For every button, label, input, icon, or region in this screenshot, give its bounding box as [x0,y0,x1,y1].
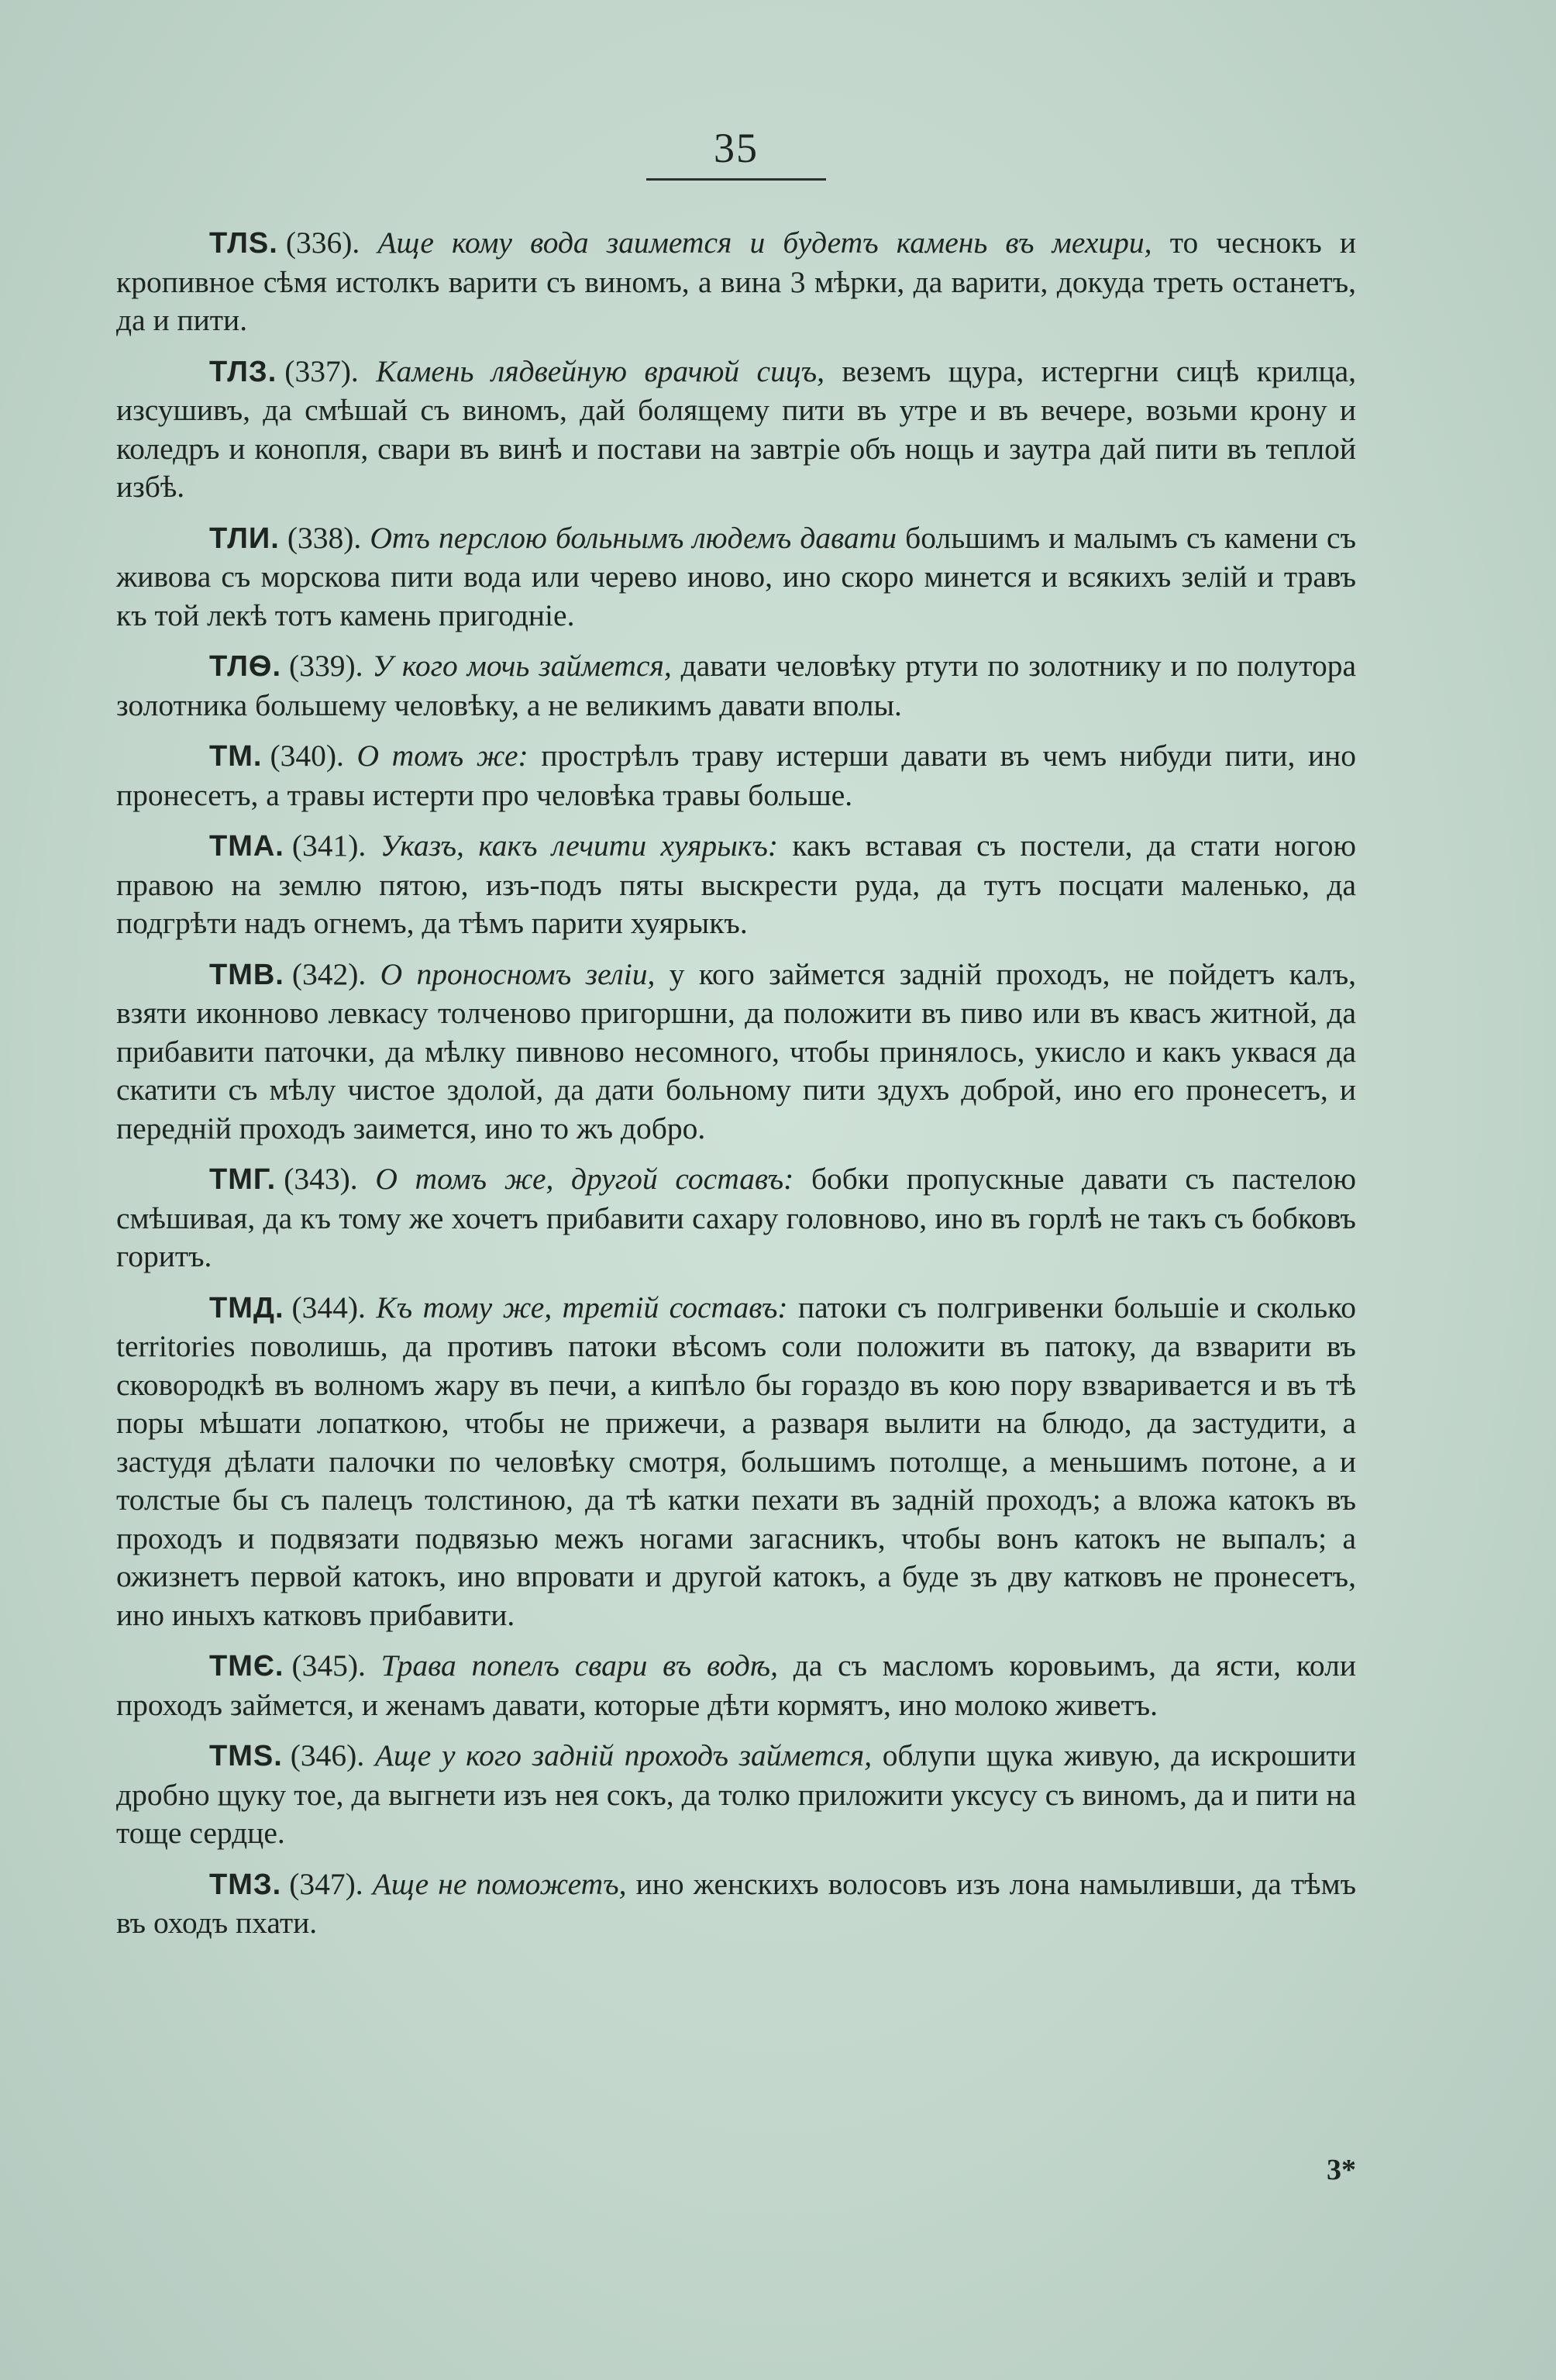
entry-paren-number: (342). [291,956,367,991]
entry-body: какъ вставая съ постели, да стати ногою правою на землю пятою, изъ-подъ пяты выскрести руда, да тутъ посцати маленько, да подгрѣти надъ огнемъ, да тѣмъ парити хуярыкъ. [116,828,1356,940]
page-number: 35 [714,125,759,171]
entry [116,1647,1356,1724]
entry-number: ТМЗ. [209,1868,282,1901]
entry-body: у кого займется задній проходъ, не пойдетъ калъ, взяти иконново левкасу толченово пригоршни, да положити въ пиво или въ квасъ житной, да прибавити паточки, да мѣлку пивново несомного, чтобы принялось, укисло и какъ уквася да скатити съ мѣлу чистое здолой, да дати больному пити здухъ доброй, ино его пронесетъ, и передній проходъ заимется, ино то жъ добро. [116,956,1357,1145]
signature-mark: 3* [1327,2154,1356,2186]
entries-list [116,224,1356,1943]
entry [116,1737,1356,1853]
entry-body: давати человѣку ртути по золотнику и по полутора золотника большему человѣку, а не великимъ давати вполы. [116,649,1357,722]
entry-title: О томъ же: [356,739,528,773]
entry-number: ТМД. [209,1291,284,1324]
entry-title: Указъ, какъ лечити хуярыкъ: [380,828,778,863]
entry-title: Трава попелъ свари въ водѣ, [380,1648,779,1683]
entry-paren-number: (336). [285,226,360,260]
entry-title: О проносномъ зеліи, [380,956,656,991]
entry-paren-number: (341). [291,828,367,863]
entry-paren-number: (339). [289,649,363,683]
entry-body: патоки съ полгривенки большіе и сколько territories поволишь, да противъ патоки вѣсомъ соли положити въ патоку, да взварити въ сковородкѣ въ волномъ жару въ печи, а кипѣло бы гораздо въ кою пору взваривается и въ тѣ поры мѣшати лопаткою, чтобы не прижечи, а разваря вылити на блюдо, да застудити, а застудя дѣлати палочки по человѣку смотря, большимъ потолще, а меньшимъ потоне, а и толстые бы съ палецъ толстиною, да тѣ катки пехати въ задній проходъ; а вложа катокъ въ проходъ и подвязати подвязью межъ ногами загасникъ, чтобы вонъ катокъ не выпалъ; а ожизнетъ первой катокъ, ино впровати и другой катокъ, а буде зъ дву катковъ не пронесетъ, ино иныхъ катковъ прибавити. [116,1290,1357,1632]
entry [116,519,1356,635]
entry-paren-number: (346). [290,1738,365,1772]
entry-paren-number: (347). [289,1866,363,1901]
entry-number: ТЛЗ. [209,355,277,388]
entry [116,647,1356,725]
entry-body: ино женскихъ волосовъ изъ лона намыливши, да тѣмъ въ оходъ пхати. [116,1866,1357,1940]
entry-body: да съ масломъ коровьимъ, да ясти, коли проходъ займется, и женамъ давати, которые дѣти кормятъ, ино молоко живетъ. [116,1648,1357,1722]
entry-paren-number: (343). [284,1162,358,1196]
entry-body: прострѣлъ траву истерши давати въ чемъ нибуди пити, ино пронесетъ, а травы истерти про человѣка травы больше. [116,739,1357,812]
entry-number: ТМЅ. [209,1740,283,1772]
entry-paren-number: (345). [291,1648,366,1683]
entry-title: Аще у кого задній проходъ займется, [374,1738,873,1772]
entry [116,1160,1356,1276]
entry-number: ТМГ. [209,1163,277,1196]
entry-body: бобки пропускные давати съ пастелою смѣшивая, да къ тому же хочетъ прибавити сахару головново, ино въ горлѣ не такъ съ бобковъ горитъ. [116,1162,1357,1273]
entry-title: Къ тому же, третій составъ: [376,1290,788,1324]
entry-title: Отъ перслою больнымъ людемъ давати [370,520,897,555]
entry-number: ТЛѲ. [209,650,282,683]
entry [116,1289,1356,1635]
entry-number: ТМ. [209,740,263,773]
entry-title: Камень лядвейную врачюй сицъ, [376,353,824,388]
entry-number: ТЛЅ. [209,227,278,260]
entry-number: ТЛИ. [209,522,280,555]
entry-paren-number: (337). [284,353,359,388]
entry-paren-number: (338). [287,520,362,555]
entry-title: Аще кому вода заимется и будетъ камень въ мехири, [377,226,1152,260]
entry-number: ТМА. [209,830,284,863]
entry-title: О томъ же, другой составъ: [375,1162,794,1196]
page-number-rule [646,178,826,181]
entry-number: ТМЄ. [209,1650,284,1683]
entry [116,827,1356,943]
entry-body: облупи щука живую, да искрошити дробно щуку тое, да выгнети изъ нея сокъ, да толко приложити уксусу съ виномъ, да и пити на тоще сердце. [116,1738,1357,1850]
book-page [116,124,1356,1955]
entry [116,956,1356,1149]
entry-paren-number: (344). [291,1290,366,1324]
entry-body: то чеснокъ и кропивное сѣмя истолкъ варити съ виномъ, а вина 3 мѣрки, да варити, докуда треть останетъ, да и пити. [116,226,1357,337]
entry-body: большимъ и малымъ съ камени съ живова съ морскова пити вода или черево иново, ино скоро минется и всякихъ зелій и травъ къ той лекѣ тотъ камень пригодніе. [116,520,1357,632]
entry-number: ТМВ. [209,958,284,991]
entry-body: веземъ щура, истергни сицѣ крилца, изсушивъ, да смѣшай съ виномъ, дай болящему пити въ утре и въ вечере, возьми крону и коледръ и конопля, свари въ винѣ и постави на завтріе объ нощь и заутра дай пити въ теплой избѣ. [116,353,1357,504]
entry [116,224,1356,340]
entry-title: Аще не поможетъ, [372,1866,627,1901]
entry [116,353,1356,507]
entry [116,737,1356,815]
entry [116,1865,1356,1943]
entry-paren-number: (340). [270,739,344,773]
entry-title: У кого мочь займется, [372,649,672,683]
